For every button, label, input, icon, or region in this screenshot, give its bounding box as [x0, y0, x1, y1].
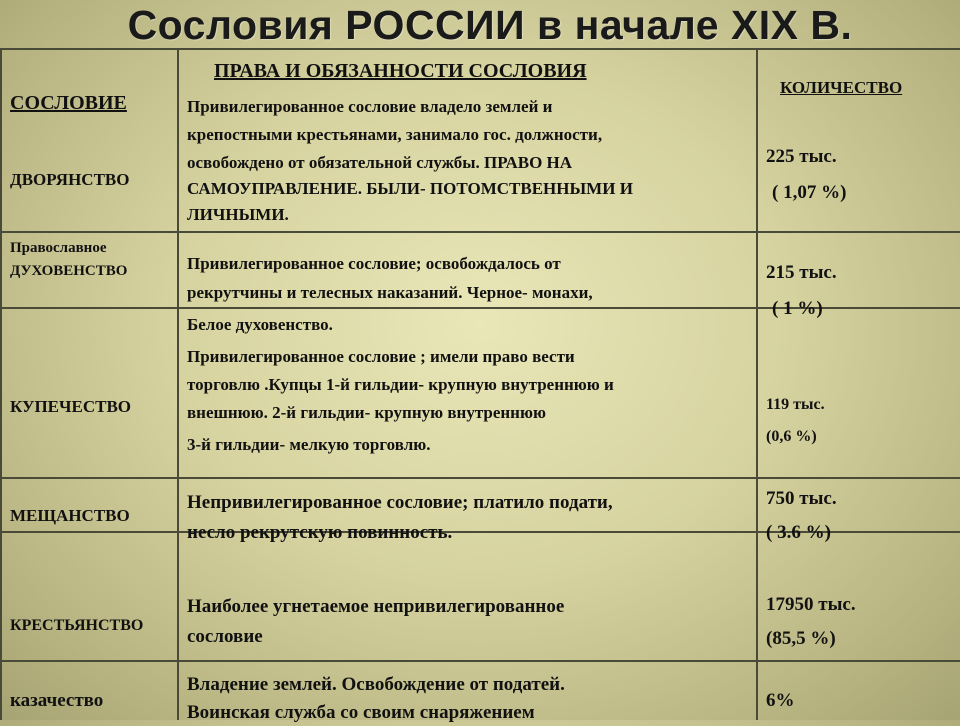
estate-name: КРЕСТЬЯНСТВО	[10, 617, 144, 634]
rights-line: 3-й гильдии- мелкую торговлю.	[187, 435, 431, 454]
count-value: 225 тыс.	[766, 146, 837, 167]
rights-line: Воинская служба со своим снаряжением	[187, 702, 535, 723]
percent-value: ( 1,07 %)	[772, 182, 847, 203]
rights-line: Привилегированное сословие; освобождалось от	[187, 254, 561, 273]
count-value: 750 тыс.	[766, 488, 837, 509]
rights-line: торговлю .Купцы 1-й гильдии- крупную внутреннюю и	[187, 375, 614, 394]
rights-line: Наиболее угнетаемое непривилегированное	[187, 596, 565, 617]
rights-line: рекрутчины и телесных наказаний. Черное- монахи,	[187, 283, 593, 302]
rights-line: Непривилегированное сословие; платило подати,	[187, 492, 613, 513]
header-rights: ПРАВА И ОБЯЗАННОСТИ СОСЛОВИЯ	[214, 60, 587, 82]
percent-value: (85,5 %)	[766, 628, 836, 649]
rights-line: освобождено от обязательной службы. ПРАВО НА	[187, 153, 573, 172]
count-value: 6%	[766, 690, 795, 711]
count-value: 119 тыс.	[766, 396, 825, 413]
row-divider	[0, 231, 960, 233]
estate-name-prefix: Православное	[10, 240, 107, 256]
rights-line: Белое духовенство.	[187, 315, 333, 334]
rights-line: Владение землей. Освобождение от податей.	[187, 674, 565, 695]
estate-name: казачество	[10, 690, 104, 711]
row-divider	[0, 477, 960, 479]
rights-line: сословие	[187, 626, 263, 647]
column-divider-3	[756, 48, 758, 720]
percent-value: (0,6 %)	[766, 428, 817, 445]
rights-line: внешнюю. 2-й гильдии- крупную внутреннюю	[187, 403, 546, 422]
estate-name: КУПЕЧЕСТВО	[10, 397, 132, 416]
header-count: КОЛИЧЕСТВО	[780, 78, 903, 97]
rights-line: несло рекрутскую повинность.	[187, 522, 453, 543]
column-divider-2	[177, 48, 179, 720]
percent-value: ( 3.6 %)	[766, 522, 831, 543]
rights-line: Привилегированное сословие ; имели право вести	[187, 347, 575, 366]
estate-name: ДУХОВЕНСТВО	[10, 263, 128, 279]
percent-value: ( 1 %)	[772, 298, 823, 319]
count-value: 17950 тыс.	[766, 594, 856, 615]
column-divider-1	[0, 48, 2, 720]
estate-name: МЕЩАНСТВО	[10, 506, 130, 525]
table-top-border	[0, 48, 960, 50]
header-estate: СОСЛОВИЕ	[10, 92, 127, 114]
rights-line: САМОУПРАВЛЕНИЕ. БЫЛИ- ПОТОМСТВЕННЫМИ И	[187, 179, 633, 198]
rights-line: ЛИЧНЫМИ.	[187, 205, 289, 224]
rights-line: крепостными крестьянами, занимало гос. должности,	[187, 125, 603, 144]
estate-name: ДВОРЯНСТВО	[10, 170, 130, 189]
count-value: 215 тыс.	[766, 262, 837, 283]
page-title: Сословия РОССИИ в начале XIX В.	[127, 2, 853, 48]
rights-line: Привилегированное сословие владело землей и	[187, 97, 553, 116]
row-divider	[0, 660, 960, 662]
